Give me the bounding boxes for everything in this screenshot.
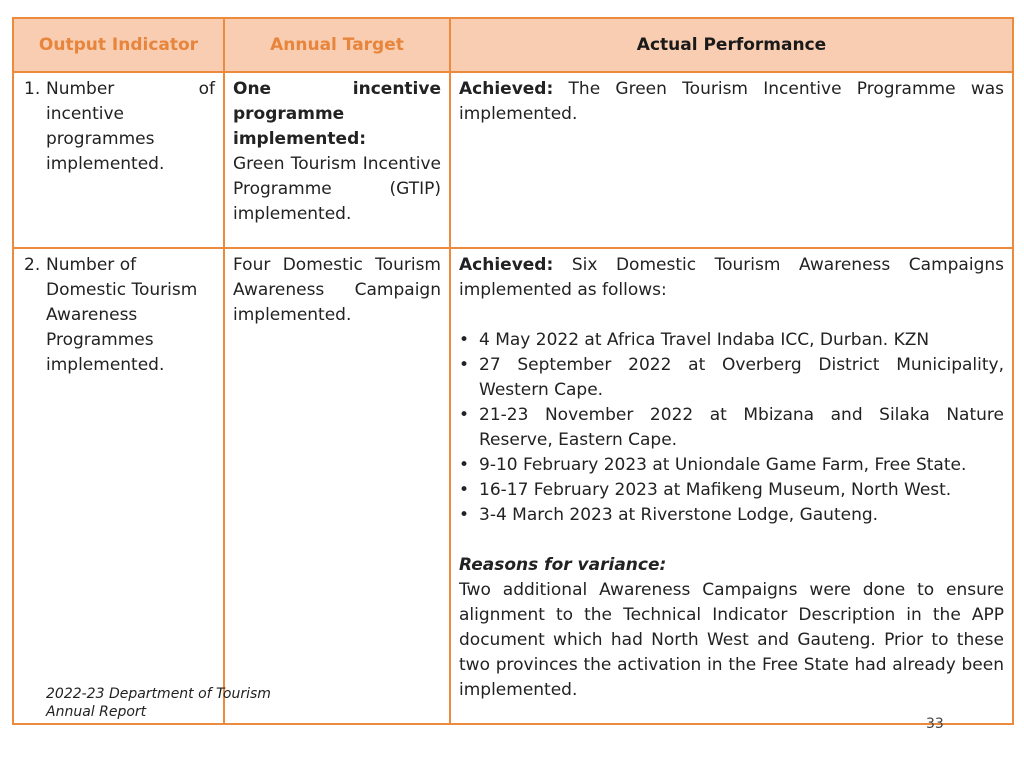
- target-text: Four Domestic Tourism Awareness Campaign implemented.: [233, 255, 441, 325]
- table-row: [13, 248, 1013, 724]
- list-item: • 16-17 February 2023 at Mafikeng Museum, North West.: [459, 478, 1004, 503]
- performance-cell: [450, 72, 1013, 248]
- bullet-icon: •: [459, 505, 470, 525]
- bullet-icon: •: [459, 330, 470, 350]
- indicator-text: Number of incentive programmes implemented.: [46, 79, 215, 174]
- report-footer: 2022-23 Department of Tourism Annual Report: [46, 686, 271, 720]
- list-item: • 9-10 February 2023 at Uniondale Game Farm, Free State.: [459, 453, 1004, 478]
- indicator-cell: [13, 72, 224, 248]
- bullet-icon: •: [459, 455, 470, 475]
- indicator-cell: [13, 248, 224, 724]
- header-annual-target: Annual Target: [224, 18, 450, 72]
- campaign-list: [459, 328, 1004, 528]
- header-row: [13, 18, 1013, 72]
- achieved-label: Achieved:: [459, 79, 554, 99]
- header-output-indicator: Output Indicator: [13, 18, 224, 72]
- performance-text: The Green Tourism Incentive Programme was implemented.: [459, 79, 1004, 124]
- page-number: 33: [926, 716, 944, 732]
- target-text: Green Tourism Incentive Programme (GTIP) implemented.: [233, 154, 441, 224]
- achieved-label: Achieved:: [459, 255, 554, 275]
- reasons-text: Two additional Awareness Campaigns were done to ensure alignment to the Technical Indicator Description in the APP document which had North West and Gauteng. Prior to these two provinces the activation in the Free State had already been implemented.: [459, 580, 1004, 700]
- target-cell: [224, 72, 450, 248]
- list-item: • 4 May 2022 at Africa Travel Indaba ICC, Durban. KZN: [459, 328, 1004, 353]
- reasons-heading: Reasons for variance:: [459, 555, 667, 575]
- list-item: • 27 September 2022 at Overberg District Municipality, Western Cape.: [459, 353, 1004, 403]
- list-item: • 3-4 March 2023 at Riverstone Lodge, Gauteng.: [459, 503, 1004, 528]
- target-cell: [224, 248, 450, 724]
- performance-table: [12, 17, 1014, 725]
- target-heading: One incentive programme implemented:: [233, 79, 441, 149]
- indicator-text: Number of Domestic Tourism Awareness Programmes implemented.: [46, 255, 198, 375]
- table-row: [13, 72, 1013, 248]
- row-number: 1.: [24, 79, 41, 99]
- bullet-icon: •: [459, 405, 470, 425]
- performance-cell: [450, 248, 1013, 724]
- row-number: 2.: [24, 255, 41, 275]
- bullet-icon: •: [459, 480, 470, 500]
- list-item: • 21-23 November 2022 at Mbizana and Silaka Nature Reserve, Eastern Cape.: [459, 403, 1004, 453]
- header-actual-performance: Actual Performance: [450, 18, 1013, 72]
- bullet-icon: •: [459, 355, 470, 375]
- performance-text: Six Domestic Tourism Awareness Campaigns implemented as follows:: [459, 255, 1004, 300]
